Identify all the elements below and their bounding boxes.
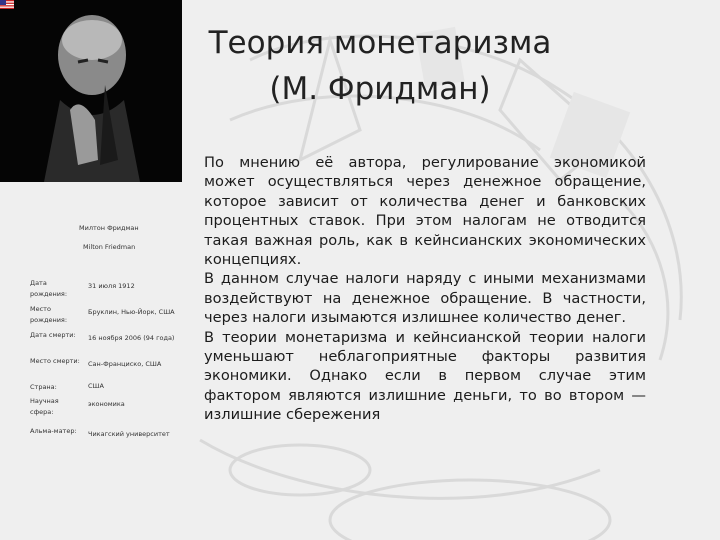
infobox-key: Альма-матер: bbox=[30, 427, 77, 435]
body-paragraph: В данном случае налоги наряду с иными механизмами воздействуют на денежное обращение. В частности, через налоги изымаются излишнее количество денег. bbox=[204, 270, 646, 327]
infobox-key: Дата рождения: bbox=[30, 279, 68, 298]
infobox-caption-en: Milton Friedman bbox=[83, 243, 136, 251]
infobox-caption: Милтон Фридман bbox=[79, 224, 139, 232]
infobox-key: Страна: bbox=[30, 383, 57, 391]
infobox-value: 16 ноября 2006 (94 года) bbox=[88, 334, 175, 342]
infobox-value: Чикагский университет bbox=[88, 430, 170, 438]
body-text bbox=[204, 153, 646, 425]
infobox-key: Научная сфера: bbox=[30, 397, 59, 416]
infobox-value: экономика bbox=[88, 400, 125, 408]
infobox-value: США bbox=[88, 382, 104, 390]
infobox-value: Бруклин, Нью-Йорк, США bbox=[88, 308, 175, 316]
infobox-value: Сан-Франциско, США bbox=[88, 360, 162, 368]
body-paragraph: В теории монетаризма и кейнсианской теории налоги уменьшают неблагоприятные факторы развития экономики. Однако если в первом случае этим фактором являются излишние деньги, то во втором — излишние сбережения bbox=[204, 328, 646, 424]
infobox-key: Место рождения: bbox=[30, 305, 68, 324]
infobox-value: 31 июля 1912 bbox=[88, 282, 135, 290]
slide-title bbox=[150, 20, 610, 112]
flag-icon bbox=[0, 0, 14, 9]
title-line-1: Теория монетаризма bbox=[208, 25, 552, 61]
infobox-key: Дата смерти: bbox=[30, 331, 76, 339]
title-line-2: (М. Фридман) bbox=[269, 71, 491, 107]
body-paragraph: По мнению её автора, регулирование экономикой может осуществляться через денежное обращение, которое зависит от количества денег и банковских процентных ставок. При этом налогам не отводится такая важная роль, как в кейнсианских экономических концепциях. bbox=[204, 154, 646, 269]
infobox-key: Место смерти: bbox=[30, 357, 80, 365]
